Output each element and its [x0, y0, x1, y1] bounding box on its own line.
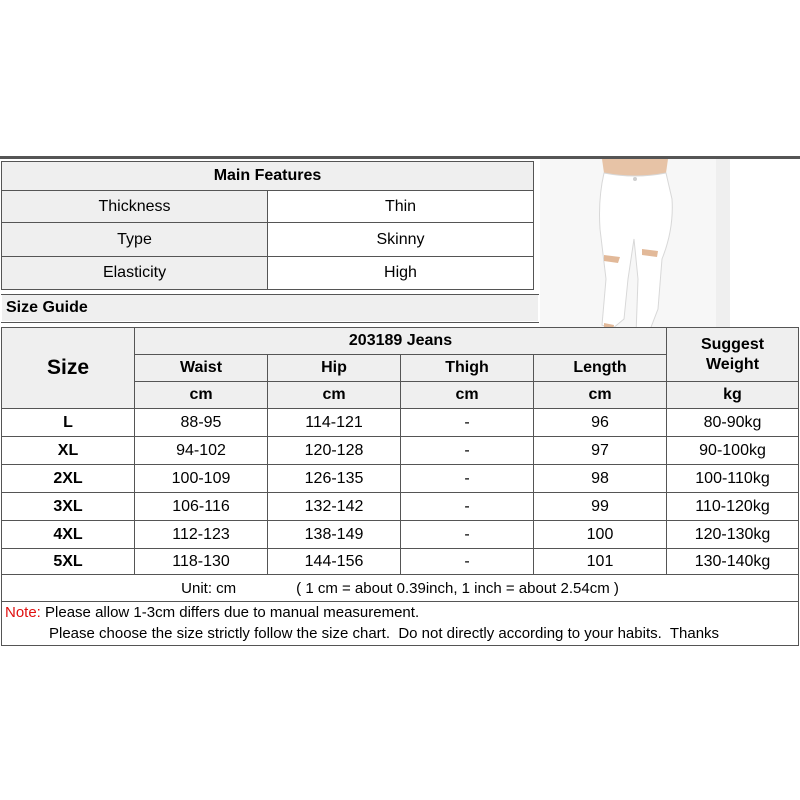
col-header-thigh: Thigh: [401, 355, 533, 381]
table-row-weight: 90-100kg: [699, 441, 766, 459]
table-row-weight: 120-130kg: [694, 525, 771, 543]
table-row-hip: 138-149: [304, 525, 364, 543]
table-row-length: 97: [591, 441, 609, 459]
table-row-waist: 94-102: [176, 441, 226, 459]
table-row-thigh: -: [464, 525, 470, 543]
feature-value-thickness: Thin: [268, 191, 533, 222]
table-row-hip: 120-128: [304, 441, 364, 459]
unit-thigh: cm: [401, 382, 533, 408]
table-row-thigh: -: [464, 413, 470, 431]
table-row-thigh: -: [464, 552, 470, 570]
table-row-weight: 80-90kg: [703, 413, 762, 431]
table-row-thigh: -: [464, 469, 470, 487]
size-guide-title: Size Guide: [2, 295, 538, 321]
col-header-hip: Hip: [268, 355, 400, 381]
suggest-weight-header: Suggest Weight: [667, 328, 798, 381]
table-row-length: 100: [586, 525, 614, 543]
note-label: Note:: [5, 604, 41, 621]
note-line-1: [5, 604, 419, 621]
feature-label-type: Type: [2, 223, 267, 256]
unit-line: [2, 575, 798, 601]
table-row-hip: 114-121: [305, 413, 363, 431]
table-row-length: 101: [586, 552, 614, 570]
unit-waist: cm: [135, 382, 267, 408]
table-row-length: 96: [591, 413, 609, 431]
unit-hip: cm: [268, 382, 400, 408]
table-row-thigh: -: [464, 441, 470, 459]
unit-weight: kg: [667, 382, 798, 408]
product-header: 203189 Jeans: [135, 328, 666, 354]
table-row-waist: 100-109: [171, 469, 231, 487]
unit-length: cm: [534, 382, 666, 408]
feature-label-elasticity: Elasticity: [2, 257, 267, 289]
product-photo: [540, 159, 730, 337]
table-row-waist: 118-130: [172, 552, 230, 570]
table-row-size: XL: [57, 441, 79, 459]
feature-value-elasticity: High: [268, 257, 533, 289]
size-header: Size: [2, 328, 134, 408]
col-header-length: Length: [534, 355, 666, 381]
table-row-waist: 88-95: [180, 413, 222, 431]
table-row-hip: 132-142: [304, 497, 364, 515]
table-row-length: 99: [591, 497, 609, 515]
table-row-weight: 130-140kg: [694, 552, 771, 570]
note-line-2: Please choose the size strictly follow the size chart. Do not directly according to your habits. Thanks: [49, 625, 720, 642]
table-row-hip: 144-156: [304, 552, 364, 570]
feature-label-thickness: Thickness: [2, 191, 267, 222]
feature-value-type: Skinny: [268, 223, 533, 256]
table-row-weight: 100-110kg: [695, 469, 770, 487]
main-features-title: Main Features: [2, 162, 533, 190]
table-row-size: L: [63, 413, 73, 431]
table-row-length: 98: [591, 469, 609, 487]
conversion-text: ( 1 cm = about 0.39inch, 1 inch = about 2.54cm ): [296, 579, 619, 597]
table-row-thigh: -: [464, 497, 470, 515]
note-text-1: Please allow 1-3cm differs due to manual measurement.: [45, 604, 420, 621]
col-header-waist: Waist: [135, 355, 267, 381]
table-row-size: 5XL: [53, 552, 83, 570]
table-row-waist: 112-123: [172, 525, 230, 543]
table-row-size: 2XL: [53, 469, 83, 487]
table-row-waist: 106-116: [172, 497, 230, 515]
table-row-size: 4XL: [53, 525, 83, 543]
unit-label: Unit: cm: [181, 579, 237, 597]
table-row-weight: 110-120kg: [695, 497, 770, 515]
table-row-size: 3XL: [53, 497, 83, 515]
jeans-image: [540, 159, 730, 337]
table-row-hip: 126-135: [304, 469, 364, 487]
